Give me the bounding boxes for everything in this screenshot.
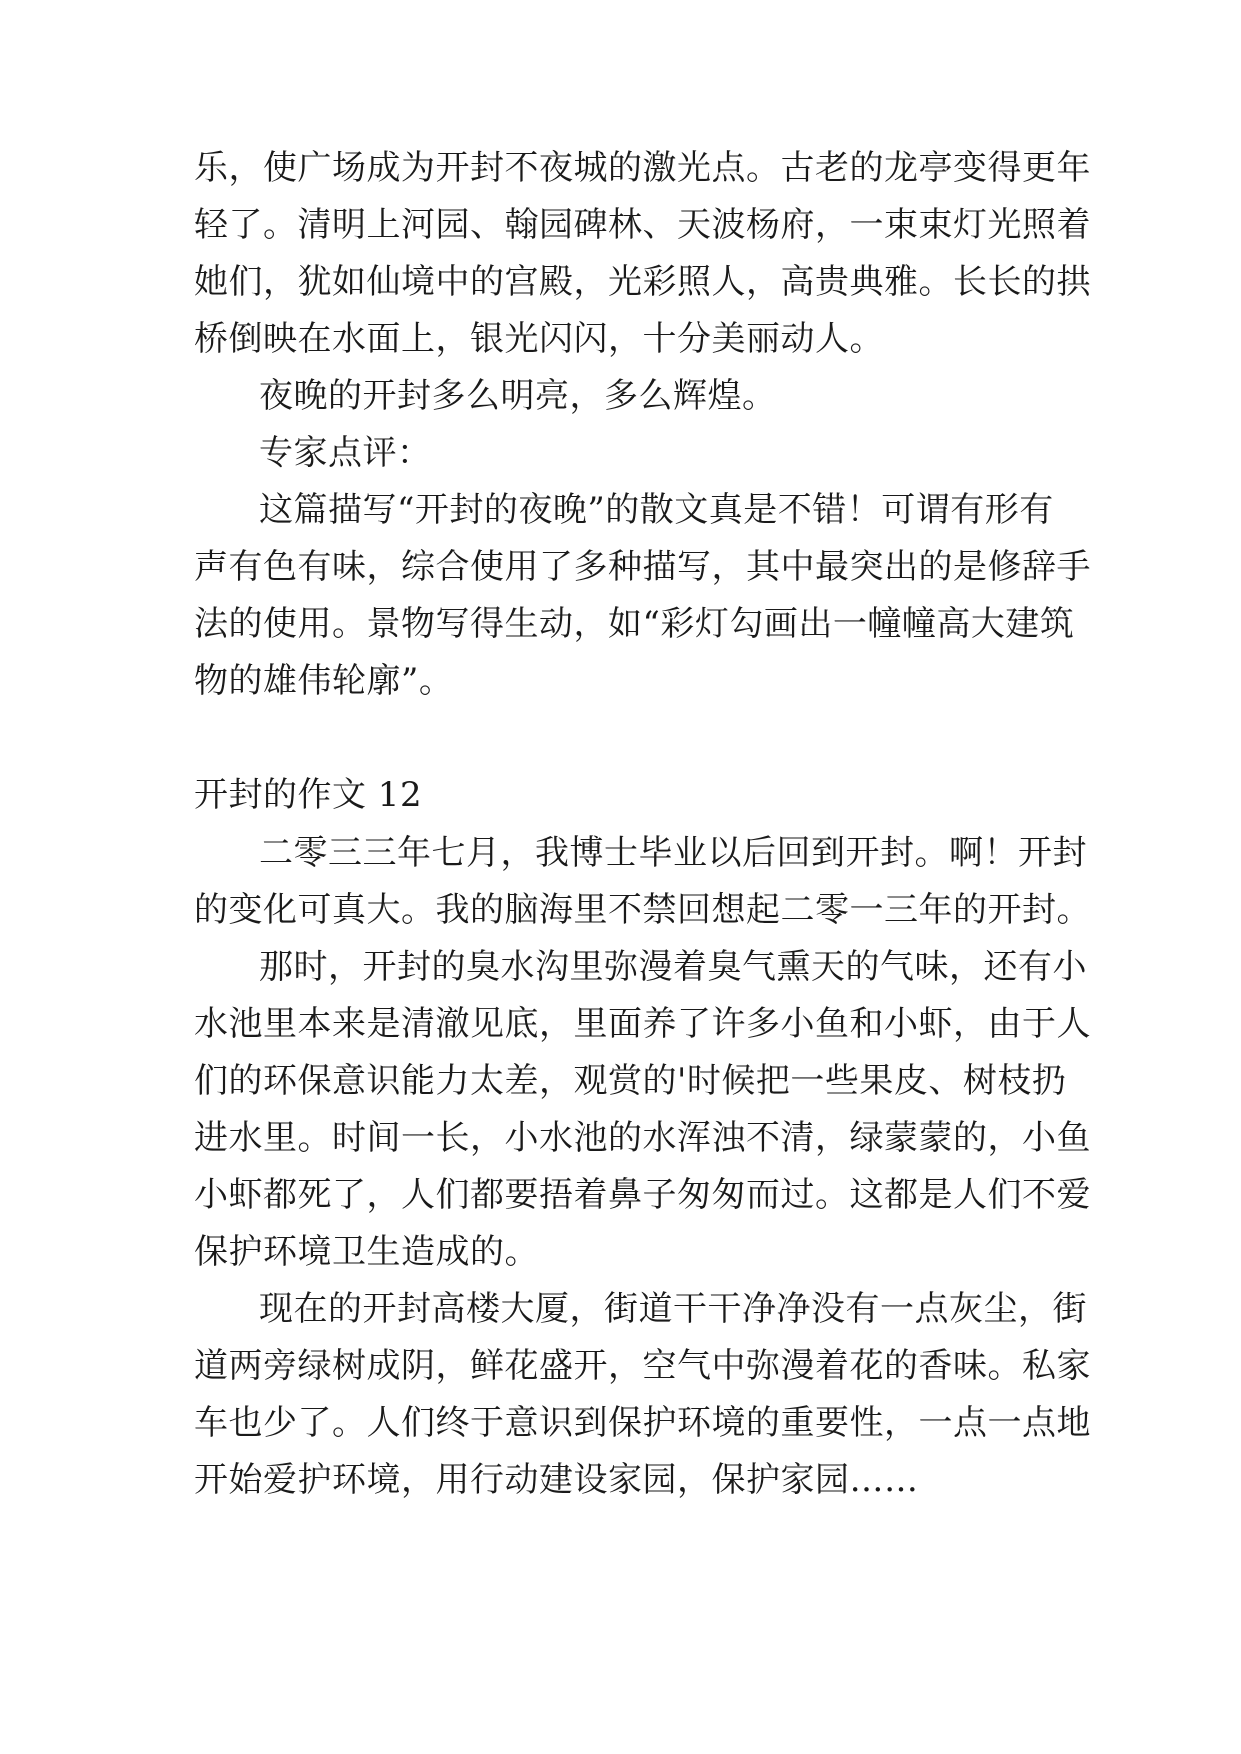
text-line: 这篇描写“开封的夜晚”的散文真是不错！可谓有形有 [259, 490, 1054, 530]
text-line: 她们，犹如仙境中的宫殿，光彩照人，高贵典雅。长长的拱 [194, 262, 1091, 302]
text-line: 进水里。时间一长，小水池的水浑浊不清，绿蒙蒙的，小鱼 [194, 1118, 1091, 1158]
text-line: 夜晚的开封多么明亮，多么辉煌。 [259, 376, 777, 416]
text-line: 桥倒映在水面上，银光闪闪，十分美丽动人。 [194, 319, 884, 359]
text-line: 现在的开封高楼大厦，街道干干净净没有一点灰尘，街 [259, 1289, 1087, 1329]
text-line: 道两旁绿树成阴，鲜花盛开，空气中弥漫着花的香味。私家 [194, 1346, 1091, 1386]
text-line: 声有色有味，综合使用了多种描写，其中最突出的是修辞手 [194, 547, 1091, 587]
text-line: 小虾都死了，人们都要捂着鼻子匆匆而过。这都是人们不爱 [194, 1175, 1091, 1215]
text-line: 们的环保意识能力太差，观赏的'时候把一些果皮、树枝扔 [194, 1061, 1067, 1101]
text-line: 轻了。清明上河园、翰园碑林、天波杨府，一束束灯光照着 [194, 205, 1091, 245]
text-line: 保护环境卫生造成的。 [194, 1232, 539, 1272]
text-line: 水池里本来是清澈见底，里面养了许多小鱼和小虾，由于人 [194, 1004, 1091, 1044]
section-heading: 开封的作文 12 [194, 775, 423, 815]
text-line: 那时，开封的臭水沟里弥漫着臭气熏天的气味，还有小 [259, 947, 1087, 987]
text-line: 乐，使广场成为开封不夜城的激光点。古老的龙亭变得更年 [194, 148, 1091, 188]
text-line: 二零三三年七月，我博士毕业以后回到开封。啊！开封 [259, 833, 1087, 873]
text-line: 开始爱护环境，用行动建设家园，保护家园…… [194, 1460, 919, 1500]
text-line: 车也少了。人们终于意识到保护环境的重要性，一点一点地 [194, 1403, 1091, 1443]
text-line: 的变化可真大。我的脑海里不禁回想起二零一三年的开封。 [194, 890, 1091, 930]
text-line: 法的使用。景物写得生动，如“彩灯勾画出一幢幢高大建筑 [194, 604, 1075, 644]
text-line: 专家点评： [259, 433, 432, 473]
text-line: 物的雄伟轮廓”。 [194, 661, 454, 701]
